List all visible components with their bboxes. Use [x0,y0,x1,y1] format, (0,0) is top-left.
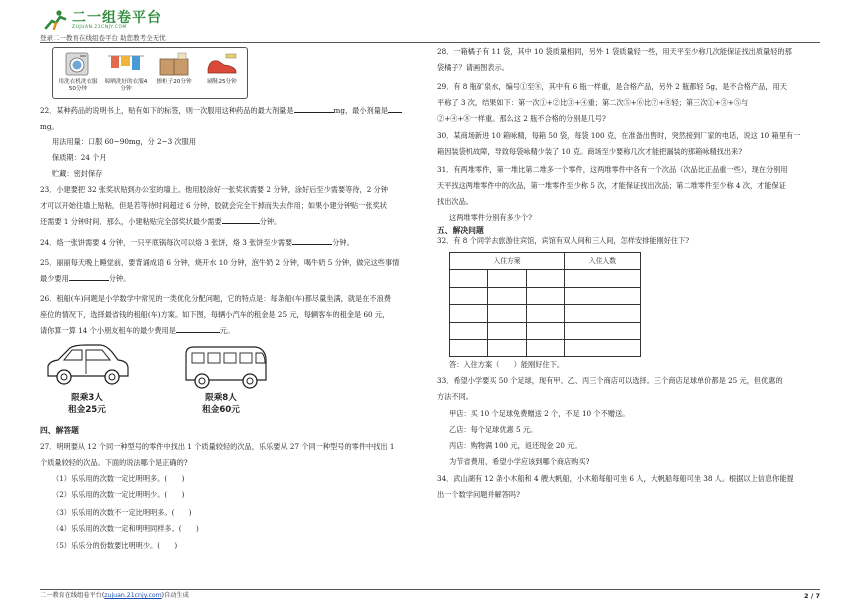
table-cell[interactable] [450,322,488,339]
question-30-line: 30．某商场新进 10 箱咏精，每箱 50 袋，每袋 100 克，在准备出售时，突然接到厂家的电话，说这 10 箱里有一 [437,131,801,140]
shoe-icon [202,51,242,77]
table-cell[interactable] [450,305,488,322]
q27-option-1: （1）乐乐用的次数一定比明明多。( ) [52,474,185,483]
table-cell[interactable] [565,339,641,356]
answer-blank [388,106,402,113]
question-23-line: 还需要 1 分钟时间．那么，小建粘贴完全部奖状最少需要 分钟。 [40,217,282,226]
question-25-line: 最少要用 分钟。 [40,274,131,283]
table-cell[interactable] [565,322,641,339]
site-logo [40,8,190,32]
answer-blank [69,274,109,281]
question-23-line: 才可以开始往墙上贴粘，但是若等待时间超过 6 分钟，胶就会完全干掉而失去作用；如果小建分钟贴一张奖状 [40,201,387,210]
question-26-line: 26．租船(车)问题是小学数学中常见的一类优化分配问题，它的特点是：每条船(车)都尽量坐满，就是在不浪费 [40,294,391,303]
q27-option-5: （5）乐乐分的份数要比明明少。( ) [52,541,178,550]
question-31-line: 31．有两堆零件，第一堆比第二堆多一个零件，这两堆零件中各有一个次品（次品比正品重一些），现在分别用 [437,165,788,174]
question-29-line: 29．有 8 瓶矿泉水，编号①至⑧，其中有 6 瓶一样重，是合格产品，另外 2 瓶都轻 5g，是不合格产品，用天 [437,82,787,91]
q22-label-line: 用法用量：口服 60~90mg，分 2~3 次服用 [52,137,197,146]
question-27-line: 27．明明要从 12 个同一种型号的零件中找出 1 个质量较轻的次品，乐乐要从 27 个同一种型号的零件中找出 1 [40,442,395,451]
q22-label-line: 贮藏：密封保存 [52,169,103,178]
table-header-plan: 入住方案 [450,253,565,270]
table-cell[interactable] [526,322,564,339]
table-row [450,339,641,356]
question-34-line: 34．武山湖有 12 条小木船和 4 艘大帆船，小木船每船可坐 6 人，大帆船每船可坐 38 人。根据以上信息你能提 [437,474,794,483]
section-4-heading: 四、解答题 [40,426,79,435]
q22-unit: mg。 [40,122,59,131]
question-32: 32．有 8 个同学去旅游住宾馆，宾馆有双人间和三人间，怎样安排能刚好住下? [437,236,690,245]
table-cell[interactable] [565,287,641,304]
question-24: 24．烙一张饼需要 4 分钟，一只平底锅每次可以烙 3 张饼，烙 3 张饼至少需要 分钟。 [40,238,354,247]
table-cell[interactable] [488,322,526,339]
page-footer: 二一教育在线组卷平台(zujuan.21cnjy.com)自动生成 [40,592,189,599]
runner-logo-icon [42,10,68,30]
q27-option-2: （2）乐乐用的次数一定比明明少。( ) [52,490,185,499]
clothesline-icon [106,51,146,77]
answer-blank [294,106,334,113]
question-31-line: 天平找这两堆零件中的次品，第一堆零件至少称 5 次，才能保证找出次品；第二堆零件至少称 4 次，才能保证 [437,181,786,190]
table-cell[interactable] [488,287,526,304]
question-29-line: ②+④+⑧一样重。那么这 2 瓶不合格的分别是几号? [437,114,606,123]
question-25-line: 25．丽丽每天晚上睡觉前，要背诵成语 6 分钟，烧开水 10 分钟，泡牛奶 2 分钟，喝牛奶 5 分钟，做完这些事情 [40,258,400,267]
bus-icon [180,344,270,390]
section-5-heading: 五、解决问题 [437,226,484,235]
question-34-line: 出一个数学问题并解答吗? [437,490,520,499]
table-cell[interactable] [450,339,488,356]
question-28-line: 袋橘子？请画图表示。 [437,63,509,72]
footer-divider [40,589,820,590]
cabinet-icon [154,51,194,77]
table-row [450,270,641,287]
header-slogan: 登录二一教育在线组卷平台 助您教考全无忧 [40,34,166,42]
answer-blank [292,238,332,245]
card-washing-machine [56,51,100,97]
question-33-line: 方法不同。 [437,392,473,401]
question-26-line: 请你算一算 14 个小朋友租车的最少费用是 元。 [40,326,235,335]
answer-blank [176,326,220,333]
q32-answer: 答：入住方案（ ）能刚好住下。 [449,360,565,369]
card-drying-clothes [104,51,148,97]
table-cell[interactable] [488,305,526,322]
card-label: 擦柜子20分钟 [156,79,192,85]
question-22: 22．某种药品的说明书上，贴有如下的标签，则一次服用这种药品的最大剂量是 mg，最小剂量是 [40,106,428,116]
table-row [450,305,641,322]
question-28-line: 28．一箱橘子有 11 袋，其中 10 袋质量相同，另外 1 袋质量轻一些，用天平至少称几次能保证找出质量轻的那 [437,47,792,56]
bus-label: 限乘8人 租金60元 [202,393,240,416]
card-brush-shoes [200,51,244,97]
table-cell[interactable] [450,287,488,304]
car-label: 限乘3人 租金25元 [68,393,106,416]
question-30-line: 箱因装袋机故障，导致每袋咏精少装了 10 克。商场至少要称几次才能把漏装的那箱咏精找出来? [437,147,743,156]
q22-label-line: 保质期：24 个月 [52,153,107,162]
table-cell[interactable] [526,287,564,304]
header-divider [40,42,820,43]
q27-option-3: （3）乐乐用的次数不一定比明明多。( ) [52,508,192,517]
q33-shop-b: 乙店：每个足球优惠 5 元。 [449,425,538,434]
table-cell[interactable] [488,339,526,356]
table-row [450,322,641,339]
table-header-people: 入住人数 [565,253,641,270]
logo-text: 二一组卷平台 [72,10,162,26]
card-label: 用洗衣机洗衣服50分钟 [58,79,98,92]
card-label: 晾晒洗好的衣服4分钟 [104,79,148,92]
table-cell[interactable] [526,305,564,322]
question-31-line: 找出次品。 [437,197,473,206]
table-header-row [450,253,641,270]
q27-option-4: （4）乐乐用的次数一定和明明同样多。( ) [52,524,199,533]
car-icon [42,342,132,388]
question-23-line: 23．小建要把 32 张奖状贴到办公室的墙上。他用胶涂好一张奖状需要 2 分钟，涂好后至少需要等待，2 分钟 [40,185,388,194]
table-cell[interactable] [526,270,564,287]
page-header [40,8,440,42]
table-row [450,287,641,304]
question-29-line: 平称了 3 次，结果如下：第一次①+②比③+④重；第二次⑤+⑥比⑦+⑧轻；第三次①+③+⑤与 [437,98,749,107]
logo-subtext: ZUJUAN.21CNJY.COM [72,25,127,30]
table-cell[interactable] [488,270,526,287]
washing-machine-icon [58,51,98,77]
q33-shop-a: 甲店：买 10 个足球免费赠送 2 个，不足 10 个不赠送。 [449,409,630,418]
q33-shop-c: 丙店：购物满 100 元，返还现金 20 元。 [449,441,582,450]
question-27-line: 个质量较轻的次品。下面的说法哪个是正确的? [40,458,188,467]
card-label: 刷鞋25分钟 [207,79,237,85]
question-33-line: 33．希望小学要买 50 个足球，现有甲、乙、丙三个商店可以选择。三个商店足球单价都是 25 元，但优惠的 [437,376,783,385]
chore-cards [52,47,248,99]
q33-question: 为节省费用，希望小学应该到哪个商店购买? [449,457,590,466]
table-cell[interactable] [450,270,488,287]
table-cell[interactable] [526,339,564,356]
table-cell[interactable] [565,270,641,287]
answer-blank [222,217,260,224]
table-cell[interactable] [565,305,641,322]
card-wipe-cabinet [152,51,196,97]
footer-link[interactable]: zujuan.21cnjy.com [104,592,162,599]
page-number: 2 / 7 [804,592,820,600]
question-26-line: 座位的情况下，选择最省钱的租船(车)方案。如下图，每辆小汽车的租金是 25 元，每辆客车的租金是 60 元， [40,310,390,319]
accommodation-table [449,252,641,357]
question-31-line: 这两堆零件分别有多少个? [449,213,532,222]
